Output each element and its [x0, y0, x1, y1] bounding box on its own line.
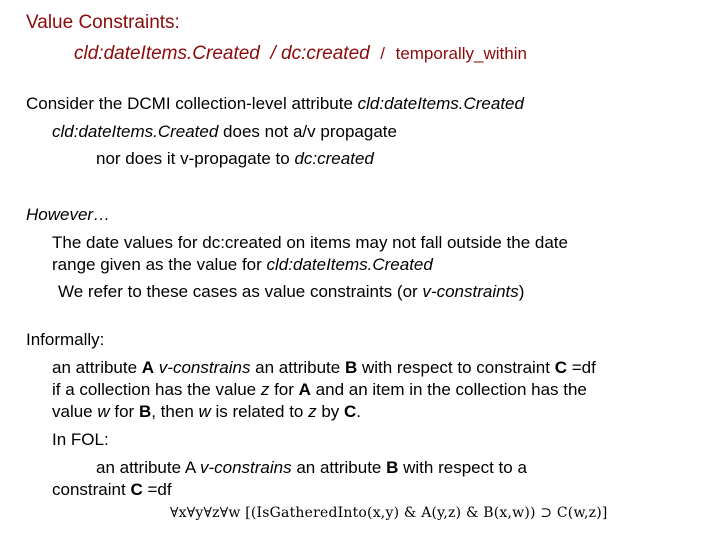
text: =df — [142, 480, 172, 499]
variable-w: w — [97, 402, 110, 421]
paragraph-line — [96, 458, 527, 478]
text: for — [109, 402, 139, 421]
title-text: Value Constraints: — [26, 12, 180, 33]
symbol-C: C — [554, 358, 567, 377]
paragraph-line — [52, 358, 596, 378]
slide-subtitle — [74, 43, 527, 65]
attribute-name: cld:dateItems.Created — [52, 122, 219, 141]
paragraph-line — [52, 430, 109, 450]
text: . — [356, 402, 362, 421]
paragraph-line — [96, 149, 374, 169]
text: =df — [567, 358, 596, 377]
variable-w: w — [198, 402, 211, 421]
however-heading: However… — [26, 205, 111, 224]
informally-heading: Informally: — [26, 330, 105, 349]
text: an attribute — [291, 458, 387, 477]
variable-z: z — [308, 402, 317, 421]
attribute-name: dc:created — [294, 149, 374, 168]
subtitle-dc-created: dc:created — [281, 43, 370, 64]
in-fol-heading: In FOL: — [52, 430, 109, 449]
symbol-B: B — [138, 402, 152, 421]
paragraph-line — [52, 233, 568, 253]
text: with respect to a — [398, 458, 527, 477]
subtitle-separator: / — [270, 43, 276, 64]
symbol-C: C — [130, 480, 143, 499]
symbol-B: B — [344, 358, 358, 377]
variable-z: z — [260, 380, 270, 399]
symbol-C: C — [344, 402, 357, 421]
text: an attribute A — [96, 458, 200, 477]
text: ) — [518, 282, 525, 301]
text: for — [269, 380, 299, 399]
term: v-constraints — [422, 282, 519, 301]
paragraph-line — [52, 255, 433, 275]
text: an attribute — [52, 358, 142, 377]
text: We refer to these cases as value constraints (or — [58, 282, 423, 301]
text: constraint — [52, 480, 131, 499]
text: an attribute — [250, 358, 345, 377]
attribute-name: cld:dateItems.Created — [266, 255, 433, 274]
paragraph-line — [52, 122, 397, 142]
text: , then — [151, 402, 199, 421]
subtitle-separator: / — [380, 44, 386, 63]
text: and an item in the collection has the — [310, 380, 587, 399]
paragraph-line — [52, 402, 361, 422]
slide-title — [26, 12, 180, 34]
text: with respect to constraint — [357, 358, 555, 377]
symbol-A: A — [141, 358, 155, 377]
attribute-name: cld:dateItems.Created — [357, 94, 524, 113]
subtitle-cld-date: cld:dateItems.Created — [74, 43, 260, 64]
symbol-A: A — [298, 380, 311, 399]
text: by — [316, 402, 345, 421]
subtitle-relation: temporally_within — [395, 44, 527, 63]
paragraph-line — [52, 380, 587, 400]
text: Consider the DCMI collection-level attribute — [26, 94, 358, 113]
paragraph-line — [26, 205, 110, 225]
paragraph-line — [52, 480, 172, 500]
fol-formula — [170, 503, 608, 523]
term: v-constrains — [158, 358, 251, 377]
text: does not a/v propagate — [218, 122, 397, 141]
text: range given as the value for — [52, 255, 267, 274]
text: value — [52, 402, 98, 421]
paragraph-line — [26, 330, 104, 350]
text: if a collection has the value — [52, 380, 261, 399]
paragraph-line — [26, 94, 524, 114]
formula-text: ∀x∀y∀z∀w [(IsGatheredInto(x,y) & A(y,z) & B(x,w)) ⊃ C(w,z)] — [170, 505, 608, 521]
paragraph-line — [58, 282, 524, 302]
text: is related to — [210, 402, 309, 421]
text: The date values for dc:created on items may not fall outside the date — [52, 233, 568, 252]
symbol-B: B — [386, 458, 399, 477]
term: v-constrains — [199, 458, 292, 477]
text: nor does it v-propagate to — [96, 149, 295, 168]
